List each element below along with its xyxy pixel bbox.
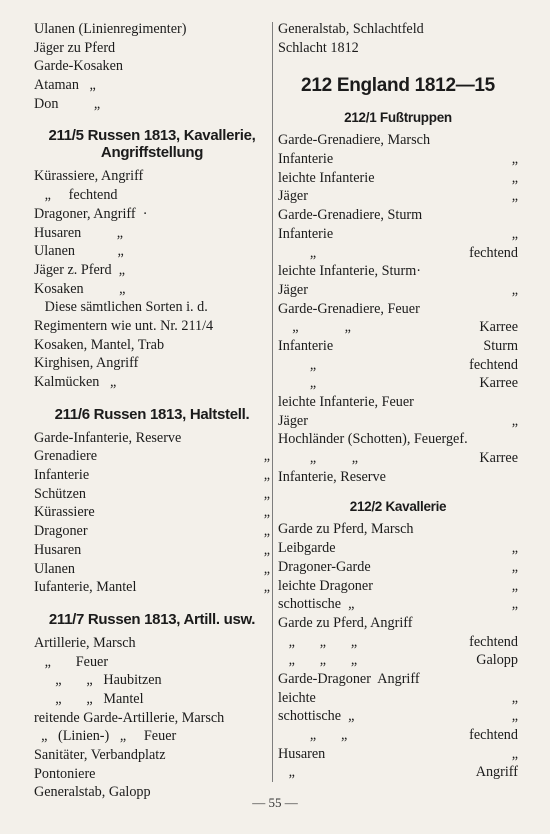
list-item-text: „ — [263, 448, 270, 465]
section-heading — [278, 109, 518, 126]
list-item — [278, 670, 518, 689]
list-item — [278, 187, 518, 206]
section-heading — [34, 406, 270, 423]
list-item-text: Grenadiere — [34, 448, 98, 465]
list-item — [278, 225, 518, 244]
list-item-text: Garde-Dragoner Angriff — [278, 670, 420, 687]
list-item-text: „ — [263, 523, 270, 540]
list-item — [34, 671, 270, 690]
list-item — [34, 727, 270, 746]
list-item-text: Husaren — [34, 541, 82, 558]
list-item-text: „ — [278, 764, 295, 781]
list-item — [34, 541, 270, 560]
list-item-text: Karree — [479, 319, 518, 336]
list-item — [34, 653, 270, 672]
section-heading-line: 211/6 Russen 1813, Haltstell. — [54, 405, 250, 423]
list-item-text: Artillerie, Marsch — [34, 634, 136, 651]
list-item — [278, 281, 518, 300]
list-item-text: Sanitäter, Verbandplatz — [34, 747, 166, 763]
list-item — [278, 707, 518, 726]
list-item — [34, 39, 270, 58]
list-item — [278, 726, 518, 745]
list-item — [278, 262, 518, 281]
list-item-text: Garde-Grenadiere, Feuer — [278, 300, 420, 317]
list-item-text: reitende Garde-Artillerie, Marsch — [34, 709, 225, 726]
list-item — [34, 503, 270, 522]
list-item-text: „ — [511, 169, 518, 186]
list-item-text: „ — [511, 412, 518, 429]
list-item — [34, 429, 270, 448]
list-item-text: Karree — [479, 450, 518, 467]
list-item — [34, 578, 270, 597]
list-item — [34, 354, 270, 373]
list-item-text: „ — [511, 540, 518, 557]
list-item-text: Garde-Grenadiere, Sturm — [278, 207, 423, 224]
list-item — [34, 186, 270, 205]
list-item — [278, 577, 518, 596]
list-item-text: Infanterie — [278, 151, 334, 168]
list-item — [278, 393, 518, 412]
list-item-text: leichte Dragoner — [278, 577, 373, 594]
section-heading-line: 212 England 1812—15 — [301, 75, 495, 97]
list-item-text: Pontoniere — [34, 765, 96, 782]
list-item — [278, 449, 518, 468]
list-item-text: Leibgarde — [278, 540, 336, 557]
list-item — [278, 633, 518, 652]
list-item-text: „ fechtend — [34, 187, 118, 204]
section-heading-line: Angriffstellung — [100, 144, 204, 162]
list-item — [34, 20, 270, 39]
list-item-text: schottische „ — [278, 596, 355, 613]
list-item — [34, 447, 270, 466]
list-item-text: Jäger — [278, 188, 308, 205]
list-item-text: leichte Infanterie, Feuer — [278, 394, 414, 410]
list-item — [34, 690, 270, 709]
list-item-text: Garde zu Pferd, Angriff — [278, 614, 413, 631]
list-item-text: Don „ — [34, 95, 101, 112]
list-item — [34, 95, 270, 114]
list-item-text: Infanterie — [278, 225, 334, 242]
list-item — [34, 560, 270, 579]
list-item-text: Dragoner — [34, 523, 88, 540]
list-item-text: Kürassiere — [34, 504, 95, 521]
list-item-text: „ — [511, 225, 518, 242]
list-item — [278, 763, 518, 782]
list-item-text: „ Feuer — [34, 653, 109, 670]
list-item-text: „ — [263, 504, 270, 521]
list-item-text: „ — [263, 485, 270, 502]
list-item — [278, 131, 518, 150]
list-item-text: „ „ — [278, 319, 351, 336]
list-item-text: „ — [278, 375, 317, 392]
section-heading-line: 211/5 Russen 1813, Kavallerie, — [48, 127, 256, 145]
list-item-text: Angriff — [475, 764, 518, 781]
list-item — [34, 709, 270, 728]
list-item-text: Kalmücken „ — [34, 374, 117, 390]
list-item — [34, 336, 270, 355]
list-item-text: Generalstab, Galopp — [34, 784, 151, 801]
list-item — [278, 558, 518, 577]
list-item — [34, 57, 270, 76]
list-item-text: „ „ „ — [278, 652, 358, 669]
list-item — [278, 539, 518, 558]
list-item-text: Schützen — [34, 485, 87, 502]
list-item-text: „ — [278, 244, 317, 261]
list-item — [34, 765, 270, 784]
left-column — [34, 20, 270, 802]
list-item — [34, 261, 270, 280]
list-item — [34, 317, 270, 336]
right-column — [278, 20, 518, 782]
list-item-text: „ — [263, 560, 270, 577]
list-item-text: Schlacht 1812 — [278, 39, 359, 56]
list-item-text: Ulanen — [34, 560, 75, 577]
list-item — [34, 373, 270, 392]
list-item-text: „ — [511, 558, 518, 575]
list-item-text: „ — [263, 541, 270, 558]
list-item-text: Kürassiere, Angriff — [34, 168, 144, 185]
list-item-text: fechtend — [469, 727, 518, 743]
list-item-text: Dragoner-Garde — [278, 558, 371, 575]
list-item-text: Kirghisen, Angriff — [34, 355, 139, 372]
list-item-text: „ — [511, 708, 518, 725]
list-item — [34, 167, 270, 186]
list-item-text: Garde-Kosaken — [34, 58, 124, 75]
list-item-text: Garde-Grenadiere, Marsch — [278, 132, 431, 149]
section-heading — [278, 75, 518, 97]
list-item-text: „ — [511, 577, 518, 594]
list-item-text: Infanterie — [278, 337, 334, 354]
list-item-text: Dragoner, Angriff · — [34, 205, 148, 222]
list-item — [278, 300, 518, 319]
list-item — [278, 689, 518, 708]
list-item-text: „ „ — [278, 450, 358, 467]
list-item — [34, 280, 270, 299]
list-item — [278, 595, 518, 614]
list-item-text: Kosaken, Mantel, Trab — [34, 336, 165, 353]
list-item — [278, 614, 518, 633]
list-item — [34, 485, 270, 504]
list-item-text: fechtend — [469, 244, 518, 261]
section-heading-line: 212/1 Fußtruppen — [344, 110, 452, 126]
list-item — [278, 169, 518, 188]
list-item-text: „ (Linien-) „ Feuer — [34, 728, 177, 745]
list-item-text: fechtend — [469, 356, 518, 373]
list-item-text: Jäger zu Pferd — [34, 39, 116, 56]
list-item — [278, 20, 518, 39]
list-item-text: Generalstab, Schlachtfeld — [278, 21, 424, 37]
list-item-text: Jäger z. Pferd „ — [34, 261, 125, 278]
list-item-text: „ — [511, 596, 518, 613]
list-item-text: „ „ — [278, 727, 348, 743]
list-item-text: „ — [278, 356, 317, 373]
list-item-text: Infanterie — [34, 467, 90, 484]
page-number: — 55 — — [252, 795, 298, 810]
list-item-text: „ „ Haubitzen — [34, 672, 162, 689]
section-heading-line: 212/2 Kavallerie — [349, 499, 447, 515]
list-item-text: „ „ „ — [278, 633, 358, 650]
list-item — [34, 76, 270, 95]
list-item-text: „ — [511, 689, 518, 706]
list-item — [278, 206, 518, 225]
list-item — [278, 318, 518, 337]
column-divider — [272, 22, 273, 782]
list-item-text: Garde-Infanterie, Reserve — [34, 429, 182, 446]
section-heading-line: 211/7 Russen 1813, Artill. usw. — [48, 610, 256, 628]
list-item-text: „ — [511, 188, 518, 205]
list-item — [278, 745, 518, 764]
list-item — [278, 412, 518, 431]
list-item-text: Jäger — [278, 412, 308, 429]
list-item-text: „ — [511, 151, 518, 168]
list-item-text: fechtend — [469, 633, 518, 650]
list-item — [278, 356, 518, 375]
list-item-text: „ „ Mantel — [34, 690, 144, 707]
list-item — [34, 205, 270, 224]
list-item — [278, 374, 518, 393]
list-item-text: Karree — [479, 375, 518, 392]
list-item — [278, 39, 518, 58]
list-item-text: Ulanen „ — [34, 243, 124, 260]
list-item-text: Husaren „ — [34, 224, 124, 241]
list-item-text: „ — [263, 467, 270, 484]
list-item-text: Ulanen (Linienregimenter) — [34, 21, 187, 37]
list-item — [278, 337, 518, 356]
list-item — [278, 150, 518, 169]
section-heading — [34, 127, 270, 161]
list-item-text: leichte — [278, 689, 316, 706]
list-item — [34, 298, 270, 317]
list-item-text: Kosaken „ — [34, 280, 126, 297]
list-item-text: leichte Infanterie, Sturm· — [278, 263, 421, 280]
list-item — [34, 746, 270, 765]
list-item — [278, 244, 518, 263]
list-item-text: schottische „ — [278, 708, 355, 725]
list-item — [34, 634, 270, 653]
list-item-text: Infanterie, Reserve — [278, 468, 386, 485]
list-item — [278, 468, 518, 487]
list-item — [34, 522, 270, 541]
list-item-text: „ — [511, 745, 518, 762]
list-item-text: „ — [263, 579, 270, 596]
list-item — [34, 466, 270, 485]
list-item-text: leichte Infanterie — [278, 169, 375, 186]
list-item — [34, 242, 270, 261]
list-item-text: Husaren — [278, 745, 326, 762]
list-item — [34, 224, 270, 243]
list-item-text: Galopp — [476, 652, 518, 669]
list-item — [278, 520, 518, 539]
list-item-text: Garde zu Pferd, Marsch — [278, 521, 414, 538]
list-item-text: „ — [511, 281, 518, 298]
list-item-text: Hochländer (Schotten), Feuergef. — [278, 431, 468, 448]
list-item-text: Jäger — [278, 281, 308, 298]
section-heading — [34, 611, 270, 628]
list-item — [278, 651, 518, 670]
list-item-text: Sturm — [483, 337, 518, 354]
section-heading — [278, 498, 518, 515]
list-item-text: Regimentern wie unt. Nr. 211/4 — [34, 317, 214, 334]
list-item-text: Diese sämtlichen Sorten i. d. — [34, 299, 208, 316]
list-item-text: Iufanterie, Mantel — [34, 579, 137, 596]
list-item-text: Ataman „ — [34, 77, 96, 94]
list-item — [278, 430, 518, 449]
